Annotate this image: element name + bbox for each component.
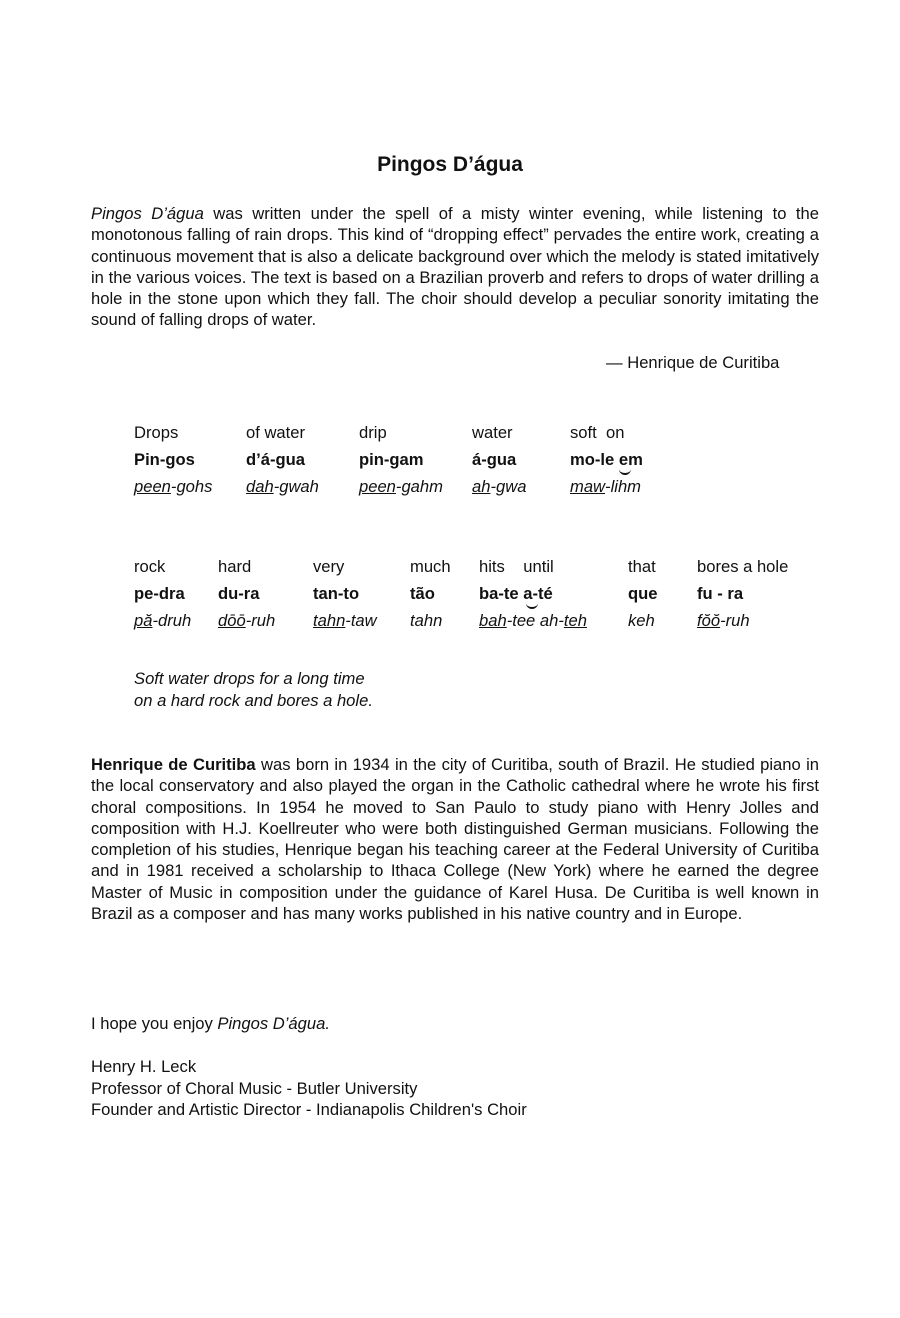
intro-paragraph bbox=[91, 203, 819, 331]
table1-portuguese-word: á-gua bbox=[472, 450, 517, 469]
author-role: Founder and Artistic Director - Indianapolis Children's Choir bbox=[91, 1100, 527, 1119]
table2-english-word: bores a hole bbox=[697, 557, 789, 576]
work-title-italic: Pingos D’água. bbox=[217, 1014, 330, 1033]
biography-paragraph bbox=[91, 754, 819, 924]
table1-english-word: soft on bbox=[570, 423, 625, 442]
table2-english-word: hard bbox=[218, 557, 252, 576]
table1-english-word: of water bbox=[246, 423, 306, 442]
table1-portuguese-word: d’á-gua bbox=[246, 450, 306, 469]
table2-portuguese-word: tão bbox=[410, 584, 435, 603]
table1-english-row bbox=[0, 422, 900, 443]
composer-name: Henrique de Curitiba bbox=[91, 755, 256, 774]
table1-english-word: drip bbox=[359, 423, 387, 442]
table2-pron: tahn bbox=[410, 611, 443, 630]
table2-portuguese-word: que bbox=[628, 584, 658, 603]
table1-pron: maw-lihm bbox=[570, 477, 641, 496]
closing-line: I hope you enjoy Pingos D’água. bbox=[91, 1014, 330, 1033]
intro-text: was written under the spell of a misty winter evening, while listening to the monotonous falling of rain drops. This kind of “dropping effect” pervades the entire work, creating a continuous movement that is also a delicate background over which the melody is stated imitatively in the various voices. The text is based on a Brazilian proverb and refers to drops of water drilling a hole in the stone upon which they fall. The choir should develop a peculiar sonority imitating the sound of falling drops of water. bbox=[91, 204, 819, 330]
table2-pron: fŏŏ-ruh bbox=[697, 611, 750, 630]
table1-portuguese-row bbox=[0, 449, 900, 470]
table1-pron: peen-gahm bbox=[359, 477, 443, 496]
table2-portuguese-word: pe-dra bbox=[134, 584, 185, 603]
table2-english-word: very bbox=[313, 557, 345, 576]
table2-pronunciation-row bbox=[0, 610, 900, 631]
table1-pron: dah-gwah bbox=[246, 477, 319, 496]
translation-line: Soft water drops for a long time bbox=[134, 669, 365, 688]
table1-portuguese-word: Pin-gos bbox=[134, 450, 195, 469]
table1-portuguese-word-elided: mo-le em bbox=[570, 450, 643, 469]
table1-portuguese-word: pin-gam bbox=[359, 450, 424, 469]
author-name: Henry H. Leck bbox=[91, 1057, 197, 1076]
table1-english-word: Drops bbox=[134, 423, 179, 442]
table1-english-word: water bbox=[472, 423, 513, 442]
table2-english-word: that bbox=[628, 557, 656, 576]
table2-pron: pă-druh bbox=[134, 611, 192, 630]
biography-text: was born in 1934 in the city of Curitiba, south of Brazil. He studied piano in the local conservatory and also played the organ in the Catholic cathedral where he wrote his first choral compositions. In 1954 he moved to San Paulo to study piano with Henry Jolles and composition with H.J. Koellreuter who were both distinguished German musicians. Following the completion of his studies, Henrique began his teaching career at the Federal University of Curitiba and in 1981 received a scholarship to Ithaca College (New York) where he earned the degree Master of Music in composition under the guidance of Karel Husa. De Curitiba is well known in Brazil as a composer and has many works published in his native country and in Europe. bbox=[91, 755, 819, 924]
elision-mark-icon bbox=[624, 449, 625, 473]
table2-english-word: hits until bbox=[479, 557, 554, 576]
table2-portuguese-word-elided: ba-te a-té bbox=[479, 584, 553, 603]
table2-english-row bbox=[0, 556, 900, 577]
table2-pron: tahn-taw bbox=[313, 611, 377, 630]
table2-english-word: much bbox=[410, 557, 451, 576]
author-block bbox=[91, 1056, 527, 1121]
table2-portuguese-word: tan-to bbox=[313, 584, 360, 603]
proverb-translation bbox=[134, 668, 373, 711]
table2-english-word: rock bbox=[134, 557, 166, 576]
composer-signature: — Henrique de Curitiba bbox=[606, 353, 780, 372]
table1-pron: ah-gwa bbox=[472, 477, 527, 496]
work-title-italic: Pingos D’água bbox=[91, 204, 204, 223]
table2-portuguese-word: du-ra bbox=[218, 584, 260, 603]
elision-mark-icon bbox=[531, 583, 532, 607]
table1-pron: peen-gohs bbox=[134, 477, 213, 496]
table2-portuguese-row bbox=[0, 583, 900, 604]
table2-pron: keh bbox=[628, 611, 655, 630]
table2-pron: dōō-ruh bbox=[218, 611, 276, 630]
table2-portuguese-word: fu - ra bbox=[697, 584, 744, 603]
author-role: Professor of Choral Music - Butler University bbox=[91, 1078, 418, 1098]
page-title: Pingos D’água bbox=[377, 153, 523, 176]
translation-line: on a hard rock and bores a hole. bbox=[134, 690, 373, 710]
table2-pron: bah-tee ah-teh bbox=[479, 611, 587, 630]
table1-pronunciation-row bbox=[0, 476, 900, 497]
